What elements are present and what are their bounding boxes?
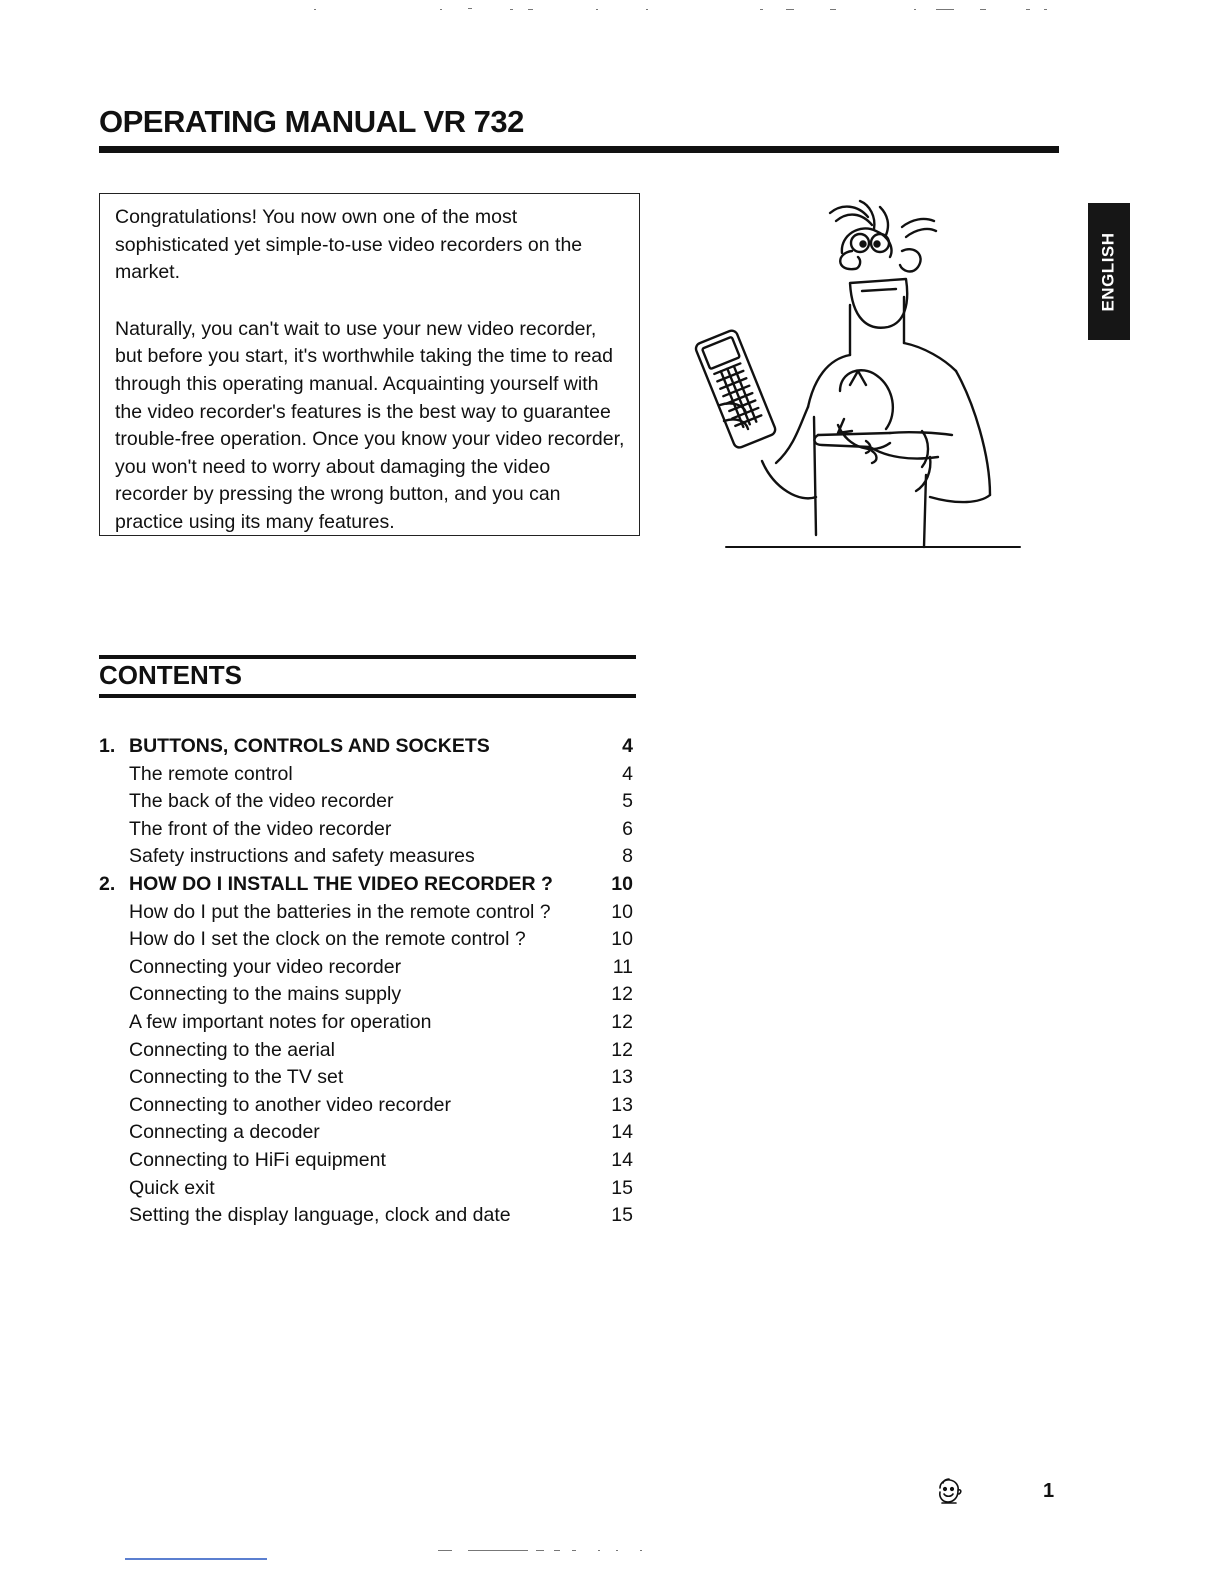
toc-item-page: 14 [611, 1121, 633, 1144]
toc-item-label: The remote control [129, 762, 293, 785]
toc-section-title: BUTTONS, CONTROLS AND SOCKETS [129, 735, 490, 757]
toc-item [99, 1092, 633, 1120]
toc-item-page: 8 [622, 845, 633, 868]
toc-item [99, 1009, 633, 1037]
toc-item-page: 6 [622, 817, 633, 840]
man-with-remote-control-illustration [690, 195, 1025, 555]
toc-item-label: Connecting to the aerial [129, 1038, 335, 1061]
toc-item [99, 899, 633, 927]
toc-item-label: Connecting to HiFi equipment [129, 1148, 386, 1171]
toc-item-label: Connecting to the mains supply [129, 983, 402, 1006]
language-tab [1088, 203, 1130, 340]
toc-item-label: How do I set the clock on the remote control ? [129, 928, 526, 951]
toc-item [99, 981, 633, 1009]
toc-item-label: The back of the video recorder [129, 790, 394, 813]
toc-item [99, 816, 633, 844]
toc-item-label: Quick exit [129, 1176, 215, 1199]
toc-item-label: How do I put the batteries in the remote control ? [129, 900, 551, 923]
title-divider [99, 146, 1059, 153]
toc-item-page: 13 [611, 1093, 633, 1116]
contents-title: CONTENTS [99, 660, 242, 690]
scan-artifact-line [125, 1558, 267, 1560]
toc-item-page: 10 [611, 900, 633, 923]
toc-item-page: 12 [611, 1038, 633, 1061]
toc-item-page: 12 [611, 983, 633, 1006]
toc-item [99, 1175, 633, 1203]
intro-paragraph-2: Naturally, you can't wait to use your new video recorder, but before you start, it's worthwhile taking the time to read through this operating manual. Acquainting yourself with the video recorder's features is the best way to guarantee trouble-free operation. Once you know your video recorder, you won't need to worry about damaging the video recorder by pressing the wrong button, and you can practice using its many features. [115, 317, 625, 533]
smiley-face-icon [934, 1476, 964, 1506]
contents-rule-top [99, 655, 636, 659]
toc-section-title: HOW DO I INSTALL THE VIDEO RECORDER ? [129, 872, 553, 895]
contents-rule-bottom [99, 694, 636, 698]
intro-box [99, 193, 640, 536]
toc-section [99, 733, 633, 761]
toc-item-page: 10 [611, 928, 633, 951]
toc-section-page: 10 [611, 872, 633, 895]
toc-item-label: Connecting your video recorder [129, 955, 402, 978]
toc-section-number: 2. [99, 872, 116, 895]
toc-item-label: Setting the display language, clock and date [129, 1204, 511, 1227]
toc-item [99, 788, 633, 816]
toc-item-label: Connecting to another video recorder [129, 1093, 451, 1116]
toc-item [99, 1037, 633, 1065]
toc-item [99, 1064, 633, 1092]
toc-item [99, 843, 633, 871]
toc-item-label: The front of the video recorder [129, 817, 392, 840]
page-number: 1 [1043, 1480, 1055, 1502]
toc-section-number: 1. [99, 735, 116, 757]
toc-item-page: 15 [611, 1176, 633, 1199]
toc-item-label: Connecting to the TV set [129, 1066, 344, 1089]
scan-artifact-bottom [438, 1549, 758, 1552]
toc-item [99, 1147, 633, 1175]
toc-item [99, 761, 633, 789]
toc-item-label: Safety instructions and safety measures [129, 845, 475, 868]
toc-item-page: 12 [611, 1010, 633, 1033]
toc-item-page: 11 [612, 955, 633, 978]
scan-artifact-top [300, 8, 1060, 11]
toc-item-page: 14 [611, 1148, 633, 1171]
page-title: OPERATING MANUAL VR 732 [99, 104, 524, 139]
toc-item-label: Connecting a decoder [129, 1121, 320, 1144]
toc-item-page: 4 [622, 762, 633, 785]
toc-section-page: 4 [622, 735, 633, 757]
toc-item [99, 926, 633, 954]
toc-item [99, 1119, 633, 1147]
toc-item [99, 1202, 633, 1230]
language-tab-label: ENGLISH [1099, 231, 1118, 312]
intro-paragraph-1: Congratulations! You now own one of the most sophisticated yet simple-to-use video recorders on the market. [115, 206, 583, 284]
toc-item-page: 13 [611, 1066, 633, 1089]
toc-item-label: A few important notes for operation [129, 1010, 432, 1033]
toc-section [99, 871, 633, 899]
toc-item-page: 5 [622, 790, 633, 813]
table-of-contents [99, 733, 633, 1230]
toc-item [99, 954, 633, 982]
toc-item-page: 15 [611, 1204, 633, 1227]
